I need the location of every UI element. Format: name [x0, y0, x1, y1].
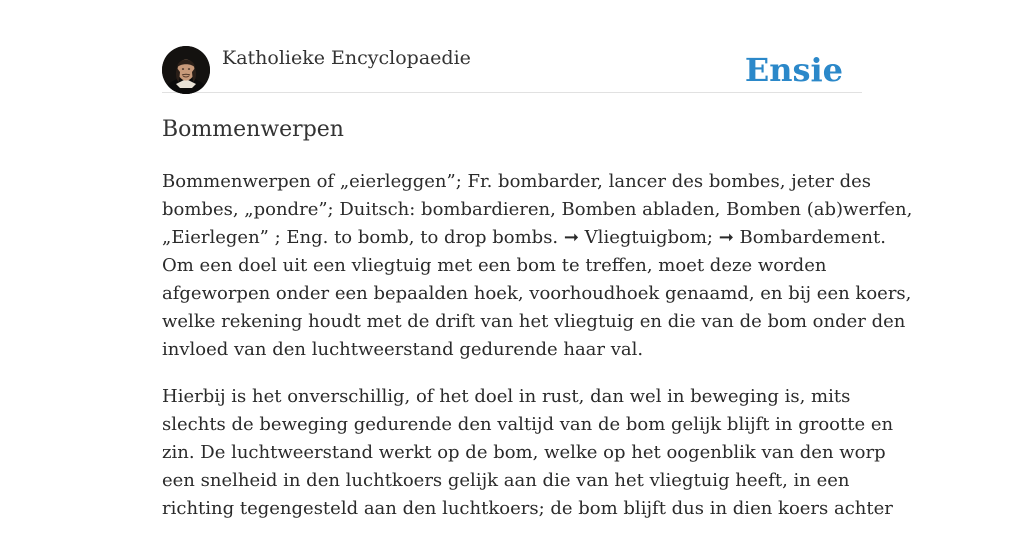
text-line: invloed van den luchtweerstand gedurende haar val.	[162, 339, 644, 360]
text-line: een snelheid in den luchtkoers gelijk aan die van het vliegtuig heeft, in een	[162, 470, 850, 491]
portrait-image	[162, 46, 210, 94]
author-portrait-avatar[interactable]	[162, 46, 210, 94]
text-line: Hierbij is het onverschillig, of het doel in rust, dan wel in beweging is, mits	[162, 386, 851, 407]
text-line: richting tegengesteld aan den luchtkoers; de bom blijft dus in dien koers achter	[162, 498, 893, 519]
text-line: bombes, „pondre”; Duitsch: bombardieren, Bomben abladen, Bomben (ab)werfen,	[162, 199, 913, 220]
text-line: slechts de beweging gedurende den valtijd van de bom gelijk blijft in grootte en	[162, 414, 894, 435]
text-line: welke rekening houdt met de drift van het vliegtuig en die van de bom onder den	[162, 311, 906, 332]
article-body	[162, 168, 913, 542]
article-paragraph	[162, 383, 894, 523]
text-line: Om een doel uit een vliegtuig met een bom te treffen, moet deze worden	[162, 255, 827, 276]
page-title: Bommenwerpen	[162, 117, 344, 142]
article-paragraph	[162, 168, 913, 364]
site-header	[162, 46, 862, 93]
text-line: afgeworpen onder een bepaalden hoek, voorhoudhoek genaamd, en bij een koers,	[162, 283, 912, 304]
text-line: Bommenwerpen of „eierleggen”; Fr. bombarder, lancer des bombes, jeter des	[162, 171, 872, 192]
text-line: zin. De luchtweerstand werkt op de bom, welke op het oogenblik van den worp	[162, 442, 886, 463]
site-name[interactable]: Katholieke Encyclopaedie	[222, 47, 471, 69]
text-line: „Eierlegen” ; Eng. to bomb, to drop bombs. ➞ Vliegtuigbom; ➞ Bombardement.	[162, 227, 886, 248]
ensie-logo[interactable]: Ensie	[744, 51, 843, 89]
